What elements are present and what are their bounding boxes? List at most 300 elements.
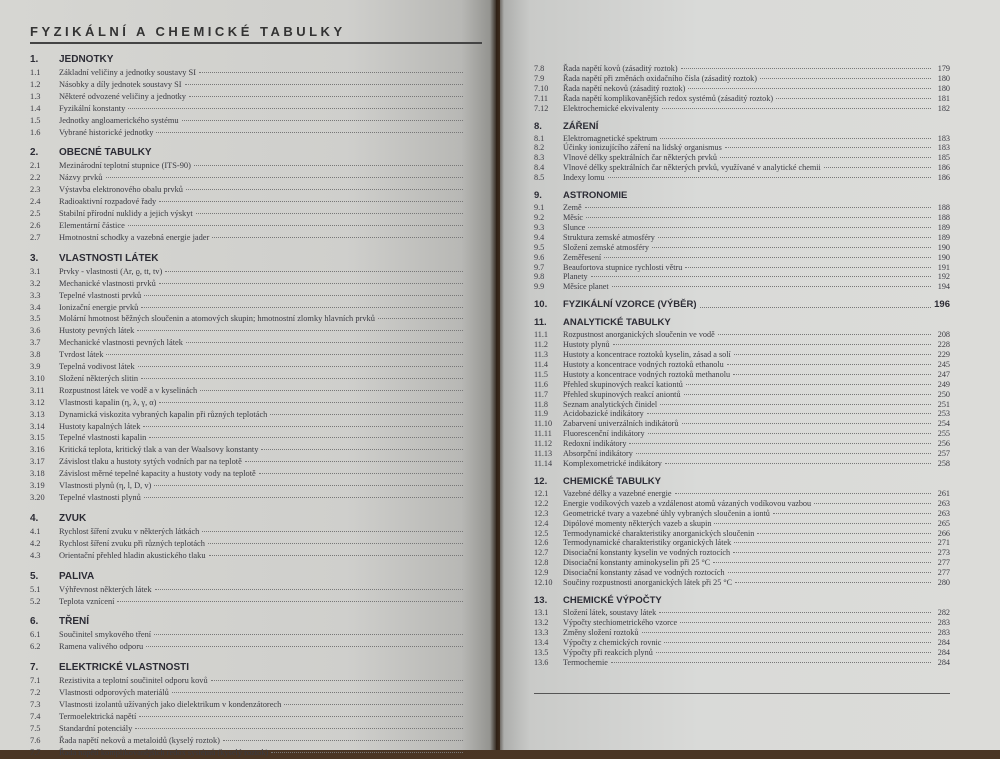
toc-entry	[30, 91, 482, 103]
toc-entry	[534, 163, 950, 173]
entry-title: Geometrické tvary a vazebné úhly vybraných sloučenin a iontů	[563, 508, 770, 518]
section-title: ASTRONOMIE	[563, 190, 628, 202]
entry-title: Acidobazické indikátory	[563, 409, 644, 419]
entry-number: 12.7	[534, 548, 549, 558]
entry-number: 11.8	[534, 399, 549, 409]
entry-number: 9.5	[534, 242, 545, 252]
entry-number: 3.14	[30, 421, 45, 431]
section-number: 12.	[534, 475, 548, 487]
toc-entry	[30, 103, 482, 115]
dot-leader	[144, 295, 463, 296]
entry-page-number: 284	[937, 637, 950, 647]
entry-title: Elektromagnetické spektrum	[563, 133, 658, 143]
entry-number: 8.2	[534, 143, 545, 153]
entry-page-number: 194	[937, 282, 950, 292]
dot-leader	[688, 88, 931, 89]
dot-leader	[685, 267, 931, 268]
dot-leader	[261, 449, 463, 450]
entry-number: 9.1	[534, 203, 545, 213]
section-number: 6.	[30, 616, 39, 628]
entry-title: Změny složení roztoků	[563, 627, 639, 637]
entry-title: Disociační konstanty kyselin ve vodných roztocích	[563, 548, 731, 558]
entry-number: 3.9	[30, 362, 41, 372]
dot-leader	[245, 461, 463, 462]
entry-number: 3.15	[30, 433, 45, 443]
entry-title: Absorpční indikátory	[563, 449, 633, 459]
toc-entry	[30, 735, 482, 747]
entry-number: 3.19	[30, 481, 45, 491]
entry-title: Ramena valivého odporu	[59, 642, 144, 652]
section-title: CHEMICKÉ VÝPOČTY	[563, 594, 662, 606]
toc-section	[534, 190, 950, 292]
entry-number: 3.20	[30, 493, 45, 502]
section-number: 9.	[534, 190, 542, 202]
entry-title: Některé odvozené veličiny a jednotky	[59, 91, 186, 101]
dot-leader	[189, 96, 463, 97]
entry-number: 7.3	[30, 700, 41, 710]
entry-number: 8.3	[534, 153, 545, 163]
entry-number: 3.2	[30, 278, 41, 288]
toc-section	[30, 54, 482, 138]
toc-entry	[30, 313, 482, 325]
entry-title: Seznam analytických činidel	[563, 399, 658, 409]
entry-page-number: 256	[937, 439, 950, 449]
dot-leader	[172, 692, 463, 693]
entry-number: 7.10	[534, 83, 549, 93]
book-title: FYZIKÁLNÍ A CHEMICKÉ TABULKY	[30, 24, 346, 39]
entry-title: Názvy prvků	[59, 173, 103, 183]
toc-entry	[30, 584, 482, 596]
section-number: 4.	[30, 512, 39, 524]
dot-leader	[139, 716, 463, 717]
toc-entry	[30, 538, 482, 550]
entry-title: Země	[563, 203, 582, 213]
entry-title: Součiny rozpustnosti anorganických látek při 25 °C	[563, 578, 733, 588]
dot-leader	[760, 78, 931, 79]
entry-title: Indexy lomu	[563, 173, 605, 183]
dot-leader	[773, 513, 931, 514]
entry-title: Rezistivita a teplotní součinitel odporu kovů	[59, 676, 208, 686]
dot-leader	[223, 740, 463, 741]
entry-number: 1.3	[30, 91, 41, 101]
entry-title: Teplota vznícení	[59, 596, 115, 606]
section-title: TŘENÍ	[59, 616, 89, 628]
entry-title: Tvrdost látek	[59, 350, 104, 360]
toc-entry	[534, 94, 950, 104]
toc-section	[30, 616, 482, 653]
dot-leader	[718, 334, 931, 335]
entry-title: Rychlost šíření zvuku při různých teplotách	[59, 538, 205, 548]
toc-entry	[30, 456, 482, 468]
dot-leader	[202, 531, 463, 532]
section-heading	[30, 662, 482, 673]
section-title: FYZIKÁLNÍ VZORCE (VÝBĚR)	[563, 299, 697, 311]
dot-leader	[208, 543, 463, 544]
toc-entry	[534, 213, 950, 223]
entry-number: 8.4	[534, 163, 545, 173]
toc-entry	[534, 243, 950, 253]
entry-page-number: 192	[937, 272, 950, 282]
entry-title: Výpočty při reakcích plynů	[563, 647, 653, 657]
section-title: ZÁŘENÍ	[563, 120, 599, 132]
toc-entry	[534, 618, 950, 628]
entry-title: Mechanické vlastnosti prvků	[59, 278, 156, 288]
toc-entry	[534, 340, 950, 350]
entry-title: Tepelné vlastnosti prvků	[59, 290, 142, 300]
toc-entry	[534, 489, 950, 499]
dot-leader	[284, 704, 463, 705]
entry-title: Dipólové momenty některých vazeb a skupin	[563, 518, 712, 528]
entry-page-number: 263	[937, 508, 950, 518]
toc-entry	[534, 648, 950, 658]
entry-title: Orientační přehled hladin akustického tlaku	[59, 550, 206, 560]
entry-page-number: 263	[937, 498, 950, 508]
entry-title: Vlnové délky spektrálních čar některých prvků	[563, 153, 717, 163]
dot-leader	[586, 217, 931, 218]
toc-entry	[30, 468, 482, 480]
entry-title: Vazebné délky a vazebné energie	[563, 488, 672, 498]
toc-entry	[30, 550, 482, 562]
section-number: 3.	[30, 252, 39, 264]
entry-page-number: 280	[937, 578, 950, 588]
left-page	[0, 0, 496, 757]
entry-page-number: 283	[937, 617, 950, 627]
section-heading	[30, 616, 482, 627]
section-title: VLASTNOSTI LÁTEK	[59, 252, 159, 264]
entry-page-number: 182	[937, 103, 950, 113]
toc-entry	[30, 480, 482, 492]
toc-entry	[534, 360, 950, 370]
toc-entry	[534, 253, 950, 263]
entry-number: 12.5	[534, 528, 549, 538]
entry-number: 11.10	[534, 419, 553, 429]
entry-number: 1.4	[30, 103, 41, 113]
entry-number: 3.8	[30, 350, 41, 360]
toc-entry	[30, 67, 482, 79]
toc-entry	[30, 687, 482, 699]
dot-leader	[155, 589, 463, 590]
entry-title: Komplexometrické indikátory	[563, 459, 662, 468]
dot-leader	[814, 503, 931, 504]
entry-page-number: 283	[937, 627, 950, 637]
entry-number: 12.8	[534, 558, 549, 568]
section-title: OBECNÉ TABULKY	[59, 147, 152, 159]
dot-leader	[146, 646, 463, 647]
section-number: 8.	[534, 120, 542, 132]
dot-leader	[648, 433, 931, 434]
toc-entry	[30, 397, 482, 409]
toc-entry	[30, 675, 482, 687]
dot-leader	[211, 680, 463, 681]
dot-leader	[659, 612, 931, 613]
entry-page-number: 185	[937, 153, 950, 163]
entry-page-number: 188	[937, 212, 950, 222]
entry-title: Měsíc	[563, 212, 584, 222]
entry-number: 11.3	[534, 350, 549, 360]
toc-entry	[30, 699, 482, 711]
entry-title: Vlastnosti odporových materiálů	[59, 688, 169, 698]
entry-title: Fyzikální konstanty	[59, 103, 126, 113]
dot-leader	[154, 485, 463, 486]
entry-page-number: 253	[937, 409, 950, 419]
toc-entry	[534, 153, 950, 163]
entry-page-number: 181	[937, 93, 950, 103]
toc-entry	[30, 290, 482, 302]
toc-entry	[534, 203, 950, 213]
entry-title: Přehled skupinových reakcí aniontů	[563, 389, 681, 399]
dot-leader	[656, 652, 931, 653]
toc-section	[534, 317, 950, 469]
entry-number: 7.6	[30, 735, 41, 745]
section-heading	[30, 571, 482, 582]
entry-page-number: 183	[937, 143, 950, 153]
toc-entry	[30, 302, 482, 314]
entry-page-number: 186	[937, 163, 950, 173]
entry-number: 11.2	[534, 340, 549, 350]
entry-number: 2.6	[30, 220, 41, 230]
entry-title: Vlnové délky spektrálních čar některých prvků, využívané v analytické chemii	[563, 163, 821, 173]
right-toc	[534, 64, 950, 667]
toc-entry	[534, 419, 950, 429]
entry-title: Řada napětí komplikovanějších redox systémů (zásaditý roztok)	[563, 93, 774, 103]
entry-number: 1.1	[30, 68, 41, 77]
dot-leader	[186, 189, 463, 190]
dot-leader	[720, 157, 931, 158]
entry-number: 7.4	[30, 711, 41, 721]
entry-title: Výstavba elektronového obalu prvků	[59, 185, 183, 195]
section-page-number: 196	[934, 299, 950, 311]
toc-section	[30, 513, 482, 562]
entry-number: 1.6	[30, 127, 41, 137]
entry-number: 4.2	[30, 538, 41, 548]
entry-number: 3.11	[30, 385, 45, 395]
entry-number: 3.1	[30, 266, 41, 276]
entry-number: 8.5	[534, 173, 545, 183]
entry-page-number: 180	[937, 83, 950, 93]
toc-entry	[534, 658, 950, 668]
dot-leader	[106, 354, 463, 355]
dot-leader	[664, 642, 931, 643]
toc-entry	[534, 459, 950, 469]
section-number: 1.	[30, 54, 39, 65]
dot-leader	[259, 473, 463, 474]
entry-number: 13.4	[534, 637, 549, 647]
dot-leader	[681, 68, 931, 69]
entry-number: 5.2	[30, 596, 41, 606]
toc-section	[30, 253, 482, 504]
dot-leader	[608, 177, 931, 178]
toc-entry	[534, 104, 950, 114]
toc-entry	[30, 349, 482, 361]
section-title: ELEKTRICKÉ VLASTNOSTI	[59, 662, 190, 674]
entry-number: 7.8	[534, 64, 545, 73]
entry-page-number: 282	[937, 607, 950, 617]
entry-number: 7.12	[534, 103, 549, 113]
dot-leader	[642, 632, 932, 633]
dot-leader	[141, 307, 463, 308]
toc-entry	[534, 509, 950, 519]
left-toc	[30, 54, 482, 759]
dot-leader	[143, 426, 463, 427]
entry-title: Kritická teplota, kritický tlak a van der Waalsovy konstanty	[59, 445, 259, 455]
toc-entry	[534, 409, 950, 419]
entry-number: 3.17	[30, 457, 45, 467]
toc-entry	[534, 439, 950, 449]
dot-leader	[612, 286, 931, 287]
dot-leader	[212, 237, 463, 238]
entry-page-number: 188	[937, 203, 950, 213]
dot-leader	[185, 84, 463, 85]
entry-title: Měsíce planet	[563, 282, 609, 292]
dot-leader	[200, 390, 463, 391]
dot-leader	[684, 394, 931, 395]
dot-leader	[585, 207, 931, 208]
toc-entry	[534, 370, 950, 380]
toc-entry	[30, 526, 482, 538]
entry-number: 11.9	[534, 409, 549, 419]
toc-entry	[534, 449, 950, 459]
entry-title: Redoxní indikátory	[563, 439, 627, 449]
toc-section	[30, 662, 482, 758]
toc-entry	[534, 628, 950, 638]
toc-entry	[534, 173, 950, 183]
dot-leader	[714, 523, 931, 524]
section-heading	[534, 190, 950, 201]
entry-title: Základní veličiny a jednotky soustavy SI	[59, 68, 196, 77]
entry-page-number: 190	[937, 252, 950, 262]
entry-number: 2.1	[30, 161, 41, 171]
entry-page-number: 257	[937, 449, 950, 459]
entry-title: Řada napětí při změnách oxidačního čísla (zásaditý roztok)	[563, 73, 757, 83]
entry-number: 3.13	[30, 409, 45, 419]
dot-leader	[135, 728, 463, 729]
entry-page-number: 190	[937, 242, 950, 252]
entry-number: 3.7	[30, 338, 41, 348]
toc-section	[534, 476, 950, 588]
entry-title: Rozpustnost anorganických sloučenin ve vodě	[563, 330, 715, 340]
dot-leader	[117, 601, 463, 602]
entry-title: Mezinárodní teplotní stupnice (ITS-90)	[59, 161, 191, 171]
dot-leader	[727, 364, 931, 365]
entry-number: 11.4	[534, 359, 549, 369]
dot-leader	[713, 562, 931, 563]
entry-number: 11.6	[534, 379, 549, 389]
entry-title: Hustoty plynů	[563, 340, 610, 350]
entry-title: Složení látek, soustavy látek	[563, 607, 657, 617]
section-heading	[534, 121, 950, 132]
toc-entry	[534, 400, 950, 410]
entry-number: 13.3	[534, 627, 549, 637]
entry-number: 9.6	[534, 252, 545, 262]
entry-number: 9.4	[534, 232, 545, 242]
entry-page-number: 284	[937, 647, 950, 657]
dot-leader	[629, 443, 931, 444]
entry-number: 7.1	[30, 676, 41, 686]
toc-entry	[534, 350, 950, 360]
entry-number: 1.5	[30, 115, 41, 125]
toc-entry	[534, 548, 950, 558]
entry-number: 7.9	[534, 73, 545, 83]
entry-page-number: 250	[937, 389, 950, 399]
toc-entry	[30, 115, 482, 127]
entry-title: Zeměřesení	[563, 252, 602, 262]
entry-page-number: 284	[937, 657, 950, 667]
section-title: ZVUK	[59, 512, 87, 524]
dot-leader	[591, 276, 931, 277]
entry-number: 1.2	[30, 79, 41, 89]
dot-leader	[733, 374, 931, 375]
entry-page-number: 245	[937, 359, 950, 369]
entry-title: Hustoty a koncentrace vodných roztoků methanolu	[563, 369, 731, 379]
dot-leader	[199, 72, 463, 73]
toc-entry	[534, 499, 950, 509]
entry-title: Slunce	[563, 222, 586, 232]
toc-entry	[534, 223, 950, 233]
toc-entry	[30, 444, 482, 456]
entry-page-number: 186	[937, 173, 950, 183]
toc-entry	[30, 629, 482, 641]
entry-title: Závislost tlaku a hustoty sytých vodních par na teplotě	[59, 457, 242, 467]
dot-leader	[658, 237, 931, 238]
entry-title: Součinitel smykového tření	[59, 630, 152, 640]
entry-page-number: 265	[937, 518, 950, 528]
entry-title: Jednotky angloamerického systému	[59, 115, 179, 125]
entry-number: 13.1	[534, 607, 549, 617]
entry-number: 3.10	[30, 373, 45, 383]
entry-number: 12.10	[534, 578, 553, 588]
toc-entry	[534, 558, 950, 568]
entry-title: Termoelektrická napětí	[59, 711, 137, 721]
toc-entry	[534, 390, 950, 400]
entry-number: 2.7	[30, 232, 41, 242]
entry-title: Elementární částice	[59, 220, 125, 230]
dot-leader	[182, 120, 463, 121]
entry-number: 12.2	[534, 498, 549, 508]
section-number: 7.	[30, 662, 39, 674]
entry-title: Rozpustnost látek ve vodě a v kyselinách	[59, 385, 198, 395]
entry-title: Vybrané historické jednotky	[59, 127, 154, 137]
toc-section	[534, 299, 950, 310]
section-number: 11.	[534, 317, 547, 329]
section-heading	[534, 476, 950, 487]
entry-title: Standardní potenciály	[59, 723, 133, 733]
toc-entry	[30, 492, 482, 504]
entry-number: 3.18	[30, 469, 45, 479]
section-title: JEDNOTKY	[59, 54, 114, 65]
dot-leader	[682, 423, 932, 424]
section-number: 2.	[30, 147, 39, 159]
dot-leader	[700, 297, 931, 308]
entry-title: Molární hmotnost běžných sloučenin a atomových skupin; hmotnostní zlomky hlavních prvků	[59, 314, 375, 324]
dot-leader	[106, 177, 464, 178]
entry-title: Termochemie	[563, 657, 608, 667]
toc-entry	[534, 578, 950, 588]
toc-entry	[534, 272, 950, 282]
entry-title: Přehled skupinových reakcí kationtů	[563, 379, 683, 389]
toc-section	[534, 595, 950, 667]
toc-entry	[30, 409, 482, 421]
entry-title: Výhřevnost některých látek	[59, 584, 152, 594]
entry-page-number: 228	[937, 340, 950, 350]
dot-leader	[647, 413, 931, 414]
section-heading	[30, 54, 482, 65]
entry-title: Výpočty stechiometrického vzorce	[563, 617, 678, 627]
entry-number: 7.5	[30, 723, 41, 733]
entry-title: Vlastnosti izolantů užívaných jako dielektrikum v kondenzátorech	[59, 700, 282, 710]
entry-number: 6.1	[30, 630, 41, 640]
toc-section	[534, 64, 950, 114]
toc-entry	[30, 596, 482, 608]
